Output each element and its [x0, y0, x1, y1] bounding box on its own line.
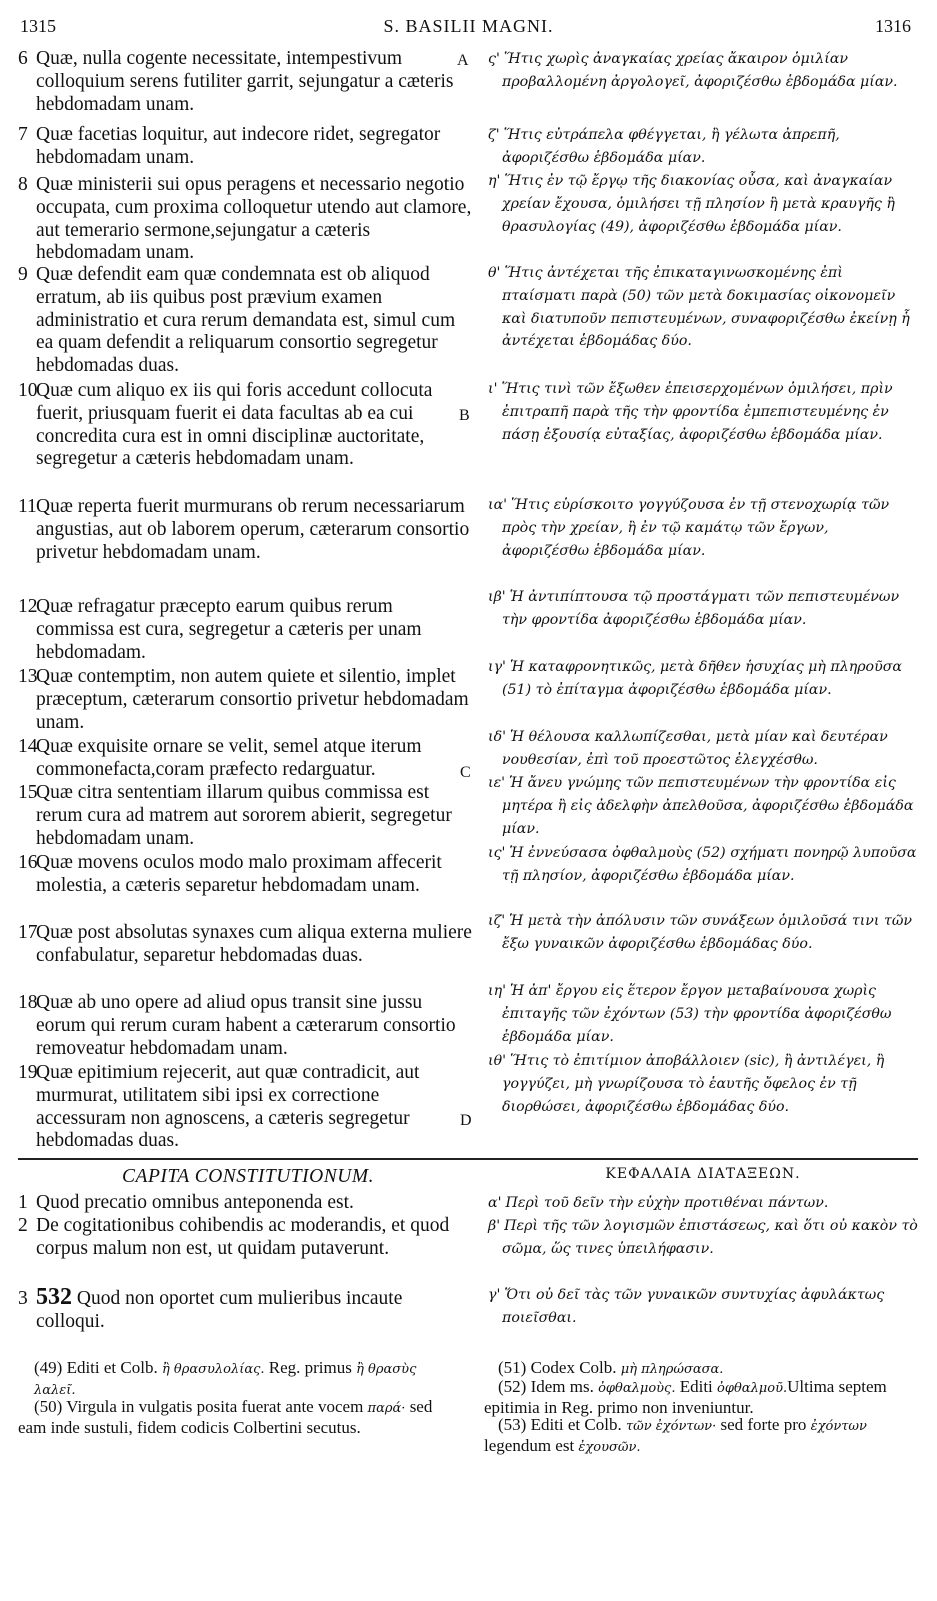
latin-item: 16Quæ movens oculos modo malo proximam affecerit molestia, a cæteris separetur hebdomadam unam. — [18, 852, 442, 896]
left-page-number: 1315 — [20, 16, 56, 36]
greek-item: ια' Ἥτις εὑρίσκοιτο γογγύζουσα ἐν τῇ στενοχωρίᾳ τῶν πρὸς τὴν χρείαν, ἢ ἐν τῷ καμάτῳ τῶν ἔργων, ἀφοριζέσθω ἑβδομάδα μίαν. — [488, 497, 890, 559]
capita-greek-item: γ' Ὅτι οὐ δεῖ τὰς τῶν γυναικῶν συντυχίας ἀφυλάκτως ποιεῖσθαι. — [488, 1287, 885, 1326]
latin-item: 9 Quæ defendit eam quæ condemnata est ob aliquod erratum, ab iis quibus post prævium examen administratio et cura rerum demandata est, simul cum ea quam defendit a reliquarum consortio segregetur hebdomadas duas. — [18, 264, 456, 377]
section-divider — [18, 1158, 918, 1160]
latin-item: 13Quæ contemptim, non autem quiete et silentio, implet præceptum, cæterarum consortio privetur hebdomadam unam. — [18, 666, 469, 733]
capita-title-latin: CAPITA CONSTITUTIONUM. — [122, 1166, 374, 1187]
margin-letter-a: A — [457, 52, 469, 69]
greek-item: ς' Ἥτις χωρὶς ἀναγκαίας χρείας ἄκαιρον ὁμιλίαν προβαλλομένη ἀργολογεῖ, ἀφοριζέσθω ἑβδομάδα μίαν. — [488, 51, 898, 90]
capita-latin-item: 2 De cogitationibus cohibendis ac moderandis, et quod corpus malum non est, ut quidam putaverunt. — [18, 1215, 450, 1259]
capita-latin-item: 1 Quod precatio omnibus anteponenda est. — [18, 1192, 354, 1213]
greek-item: ιθ' Ἥτις τὸ ἐπιτίμιον ἀποβάλλοιεν (sic), ἢ ἀντιλέγει, ἢ γογγύζει, μὴ γνωρίζουσα τὸ ἑαυτῆς ὄφελος ἐν τῇ διορθώσει, ἀφοριζέσθω ἑβδομάδας δύο. — [488, 1053, 885, 1115]
margin-letter-c: C — [460, 764, 471, 781]
latin-item: 11Quæ reperta fuerit murmurans ob rerum necessariarum angustias, aut ob laborem operum, cæterarum consortio privetur hebdomadam unam. — [18, 496, 470, 563]
latin-item: 17Quæ post absolutas synaxes cum aliqua externa muliere confabulatur, separetur hebdomadas duas. — [18, 922, 472, 966]
greek-item: θ' Ἥτις ἀντέχεται τῆς ἐπικαταγινωσκομένης ἐπὶ πταίσματι παρὰ (50) τῶν μετὰ δοκιμασίας οἰκονομεῖν καὶ διατυποῦν πεπιστευμένων, συναφοριζέσθω ἐκείνῃ ἧ ἀντέχεται ἑβδομάδας δύο. — [488, 265, 910, 350]
latin-item: 19Quæ epitimium rejecerit, aut quæ contradicit, aut murmurat, utilitatem sibi ipsi ex correctione accessuram non agnoscens, a cæteris segregetur hebdomadas duas. — [18, 1062, 420, 1152]
greek-item: ιβ' Ἡ ἀντιπίπτουσα τῷ προστάγματι τῶν πεπιστευμένων τὴν φροντίδα ἀφοριζέσθω ἑβδομάδα μίαν. — [488, 589, 900, 628]
capita-latin-item: 3 532 Quod non oportet cum mulieribus incaute colloqui. — [18, 1284, 403, 1332]
footnote-52: (52) Idem ms. ὀφθαλμοὺς. Editi ὀφθαλμοῦ.Ultima septem epitimia in Reg. primo non inveniuntur. — [484, 1377, 887, 1417]
greek-item: ι' Ἥτις τινὶ τῶν ἔξωθεν ἐπεισερχομένων ὁμιλήσει, πρὶν ἐπιτραπῆ παρὰ τῆς τὴν φροντίδα ἐμπεπιστευμένης ἐν πάσῃ ἐξουσίᾳ εὐταξίας, ἀφοριζέσθω ἑβδομάδα μίαν. — [488, 381, 893, 443]
greek-item: ιε' Ἡ ἄνευ γνώμης τῶν πεπιστευμένων τὴν φροντίδα εἰς μητέρα ἢ εἰς ἀδελφὴν ἀπελθοῦσα, ἀφοριζέσθω ἑβδομάδα μίαν. — [488, 775, 914, 837]
capita-greek-item: α' Περὶ τοῦ δεῖν τὴν εὐχὴν προτιθέναι πάντων. — [488, 1195, 829, 1211]
running-title: S. BASILII MAGNI. — [383, 16, 554, 36]
footnote-53: (53) Editi et Colb. τῶν ἐχόντων· sed forte pro ἐχόντων legendum est ἐχουσῶν. — [484, 1415, 867, 1455]
footnote-50: (50) Virgula in vulgatis posita fuerat ante vocem παρά· sed eam inde sustuli, fidem codicis Colbertini secutus. — [18, 1397, 433, 1437]
latin-item: 12Quæ refragatur præcepto earum quibus rerum commissa est cura, segregetur a cæteris per unam hebdomadam. — [18, 596, 422, 663]
greek-item: η' Ἥτις ἐν τῷ ἔργῳ τῆς διακονίας οὖσα, καὶ ἀναγκαίαν χρείαν ἔχουσα, ὁμιλήσει τῇ πλησίον ἢ μετὰ κραυγῆς ἢ θρασυλογίας (49), ἀφοριζέσθω ἑβδομάδα μίαν. — [488, 173, 895, 235]
footnote-49: (49) Editi et Colb. ἢ θρασυλολίας. Reg. primus ἢ θρασὺς λαλεῖ. — [34, 1358, 417, 1398]
latin-item: 18Quæ ab uno opere ad aliud opus transit sine jussu eorum qui rerum curam habent a cæterarum consortio removeatur hebdomadam unam. — [18, 992, 456, 1059]
greek-item: ζ' Ἥτις εὐτράπελα φθέγγεται, ἢ γέλωτα ἀπρεπῆ, ἀφοριζέσθω ἑβδομάδα μίαν. — [488, 127, 840, 166]
greek-item: ιζ' Ἡ μετὰ τὴν ἀπόλυσιν τῶν συνάξεων ὁμιλοῦσά τινι τῶν ἔξω γυναικῶν ἀφοριζέσθω ἑβδομάδας δύο. — [488, 913, 913, 952]
capita-greek-item: β' Περὶ τῆς τῶν λογισμῶν ἐπιστάσεως, καὶ ὅτι οὐ κακὸν τὸ σῶμα, ὥς τινες ὑπειλήφασιν. — [488, 1218, 918, 1257]
column-number: 532 — [36, 1284, 72, 1310]
latin-item: 6 Quæ, nulla cogente necessitate, intempestivum colloquium serens futiliter garrit, sejungatur a cæteris hebdomadam unam. — [18, 48, 454, 115]
latin-item: 14Quæ exquisite ornare se velit, semel atque iterum commonefacta,coram præfecto redarguatur. — [18, 736, 422, 780]
margin-letter-b: B — [459, 407, 470, 424]
greek-item: ις' Ἡ ἐννεύσασα ὀφθαλμοὺς (52) σχήματι πονηρῷ λυποῦσα τῇ πλησίον, ἀφοριζέσθω ἑβδομάδα μίαν. — [488, 845, 917, 884]
footnote-51: (51) Codex Colb. μὴ πληρώσασα. — [498, 1358, 724, 1377]
latin-item: 7 Quæ facetias loquitur, aut indecore ridet, segregator hebdomadam unam. — [18, 124, 441, 168]
greek-item: ιγ' Ἡ καταφρονητικῶς, μετὰ δῆθεν ἡσυχίας μὴ πληροῦσα (51) τὸ ἐπίταγμα ἀφοριζέσθω ἑβδομάδα μίαν. — [488, 659, 902, 698]
capita-title-greek: ΚΕΦΑΛΑΙΑ ΔΙΑΤΑΞΕΩΝ. — [605, 1166, 801, 1182]
right-page-number: 1316 — [875, 16, 911, 36]
greek-item: ιη' Ἡ ἀπ' ἔργου εἰς ἕτερον ἔργον μεταβαίνουσα χωρὶς ἐπιταγῆς τῶν ἐχόντων (53) τὴν φροντίδα ἀφοριζέσθω ἑβδομάδα μίαν. — [488, 983, 892, 1045]
margin-letter-d: D — [460, 1112, 472, 1129]
greek-item: ιδ' Ἡ θέλουσα καλλωπίζεσθαι, μετὰ μίαν καὶ δευτέραν νουθεσίαν, ἐπὶ τοῦ προεστῶτος ἐλεγχέσθω. — [488, 729, 888, 768]
latin-item: 15Quæ citra sententiam illarum quibus commissa est rerum cura ad matrem aut sororem abierit, segregetur hebdomadam unam. — [18, 782, 452, 849]
latin-item: 8 Quæ ministerii sui opus peragens et necessario negotio occupata, cum proxima colloquetur utendo aut clamore, aut temerario sermone,sejungatur a cæteris hebdomadam unam. — [18, 174, 472, 264]
latin-item: 10Quæ cum aliquo ex iis qui foris accedunt collocuta fuerit, priusquam fuerit ei data facultas ab ea cui concredita cura est in omni disciplinæ auctoritate, segregetur a cæteris hebdomadam unam. — [18, 380, 433, 470]
page-header — [0, 16, 937, 42]
